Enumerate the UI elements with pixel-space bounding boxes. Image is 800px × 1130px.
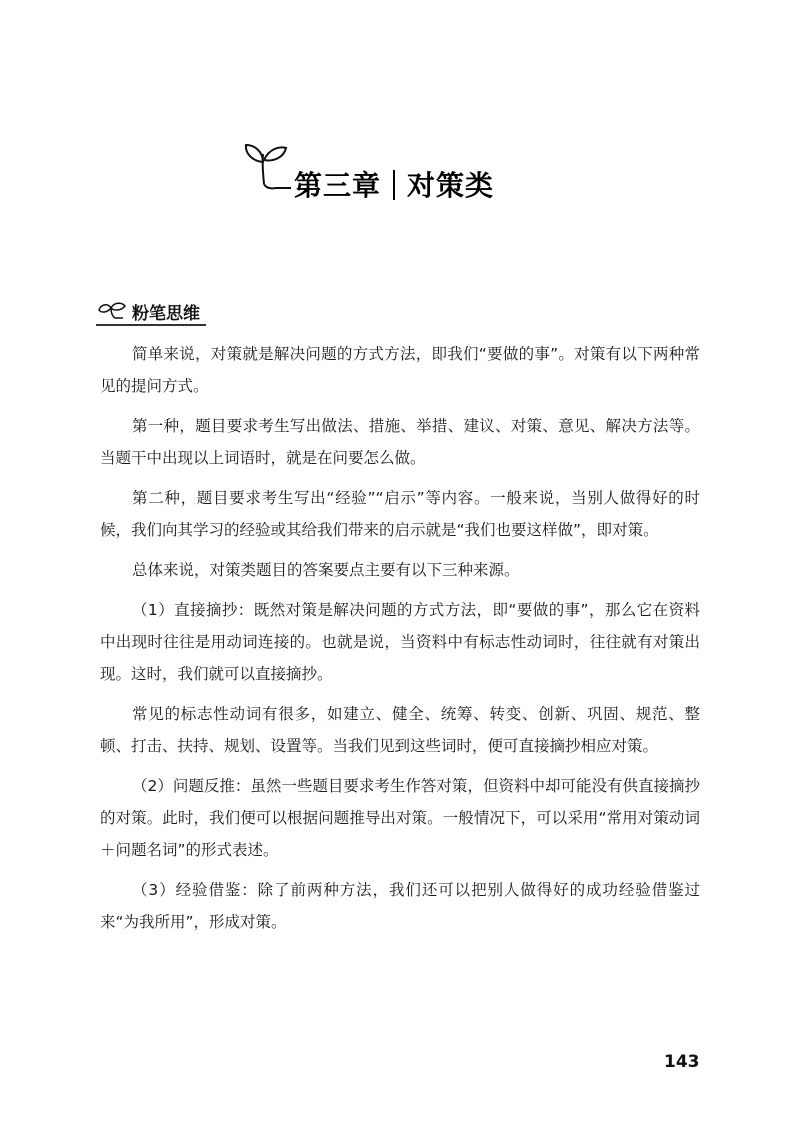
paragraph: 第一种，题目要求考生写出做法、措施、举措、建议、对策、意见、解决方法等。当题干中出现以上词语时，就是在问要怎么做。 [100,417,700,467]
body-text [100,338,700,946]
paragraph: 简单来说，对策就是解决问题的方式方法，即我们“要做的事”。对策有以下两种常见的提问方式。 [100,345,700,395]
paragraph: （1）直接摘抄：既然对策是解决问题的方式方法，即“要做的事”，那么它在资料中出现时往往是用动词连接的。也就是说，当资料中有标志性动词时，往往就有对策出现。这时，我们就可以直接摘抄。 [100,601,700,683]
sprout-icon [236,140,292,198]
chapter-name: 对策类 [407,169,495,202]
sprout-small-icon [96,300,128,322]
chapter-title [294,164,494,204]
chapter-divider [393,170,395,200]
page-number: 143 [664,1052,700,1072]
paragraph: （3）经验借鉴：除了前两种方法，我们还可以把别人做得好的成功经验借鉴过来“为我所用”，形成对策。 [100,881,700,931]
section-title: 粉笔思维 [132,304,200,324]
paragraph: 总体来说，对策类题目的答案要点主要有以下三种来源。 [132,561,520,579]
paragraph: （2）问题反推：虽然一些题目要求考生作答对策，但资料中却可能没有供直接摘抄的对策。此时，我们便可以根据问题推导出对策。一般情况下，可以采用“常用对策动词＋问题名词”的形式表述。 [100,777,700,859]
paragraph: 第二种，题目要求考生写出“经验”“启示”等内容。一般来说，当别人做得好的时候，我们向其学习的经验或其给我们带来的启示就是“我们也要这样做”，即对策。 [100,489,700,539]
section-underline [96,324,206,326]
paragraph: 常见的标志性动词有很多，如建立、健全、统筹、转变、创新、巩固、规范、整顿、打击、扶持、规划、设置等。当我们见到这些词时，便可直接摘抄相应对策。 [100,705,700,755]
chapter-number: 第三章 [294,169,382,202]
